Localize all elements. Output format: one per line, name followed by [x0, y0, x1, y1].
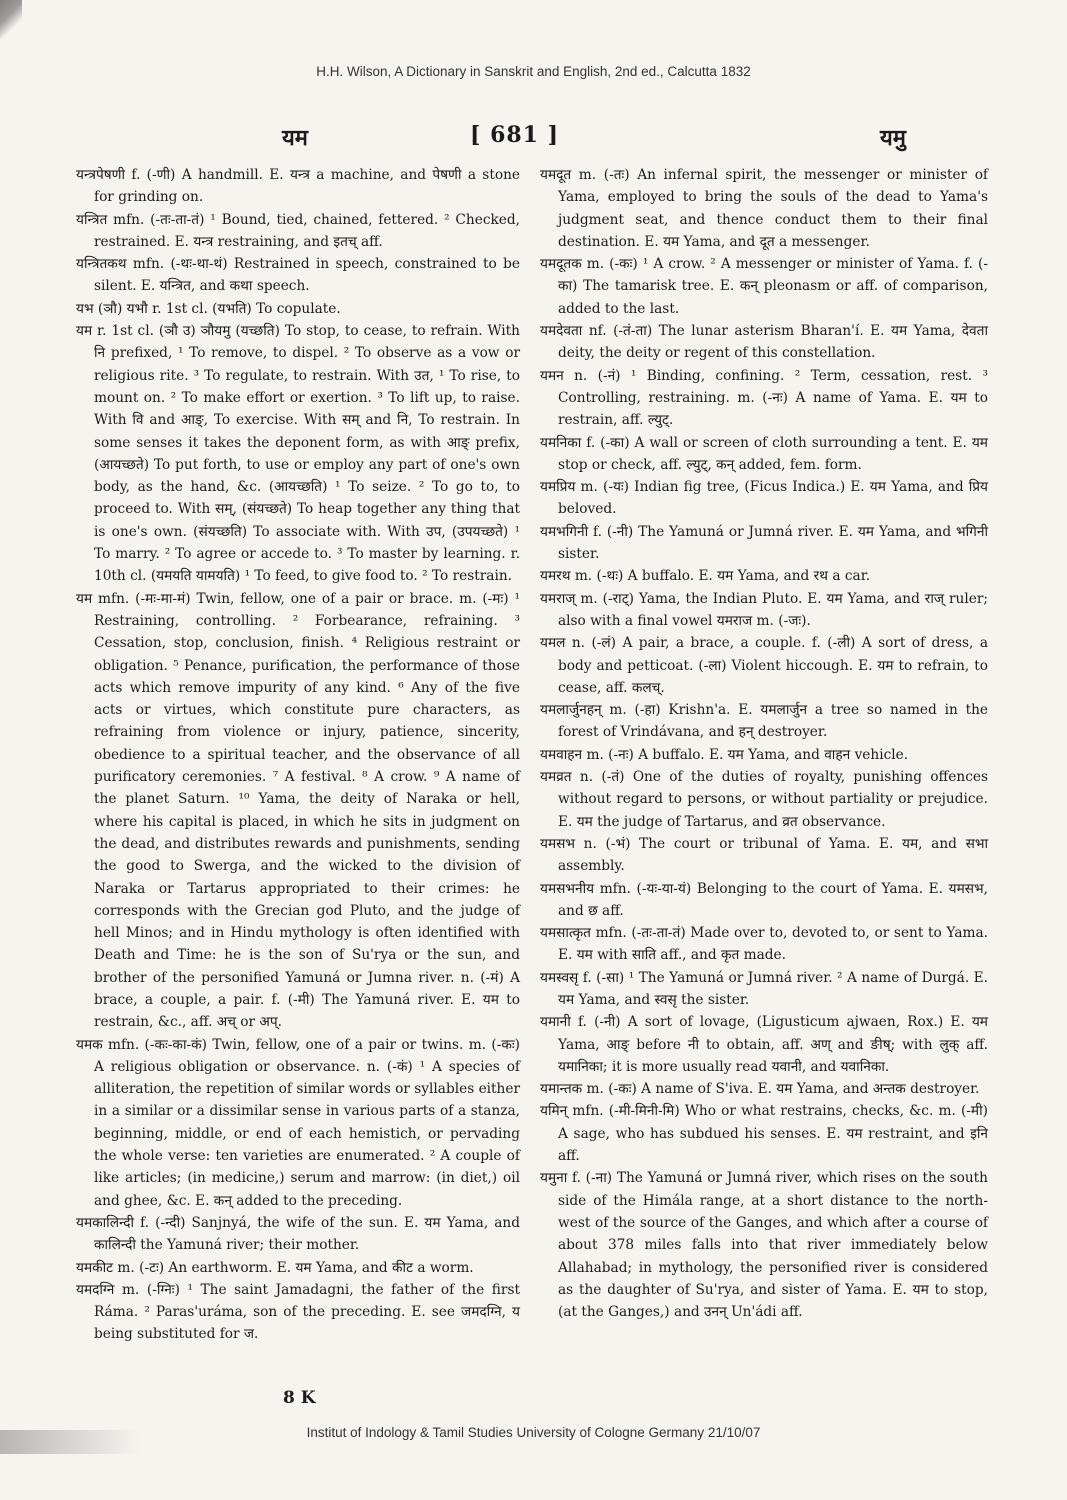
dictionary-entry: यमव्रत n. (-तं) One of the duties of royalty, punishing offences without regard to persons, or without partiality or prejudice. E. यम the judge of Tartarus, and व्रत observance. [540, 769, 988, 830]
dictionary-entry: यमुना f. (-ना) The Yamuná or Jumná river, which rises on the south side of the Himála range, at a short distance to the north-west of the source of the Ganges, and which after a course of about 378 miles falls into that river immediately below Allahabad; in mythology, the personified river is considered as the daughter of Su'rya, and sister of Yama. E. यम to stop, (at the Ganges,) and उनन् Un'ádi aff. [540, 1170, 988, 1321]
dictionary-entry: यमवाहन m. (-नः) A buffalo. E. यम Yama, and वाहन vehicle. [540, 746, 909, 763]
signature-mark: 8 K [283, 1388, 316, 1408]
dictionary-entry: यभ (ञौ) यभौ r. 1st cl. (यभति) To copulate. [76, 300, 341, 317]
dictionary-entry: यमरथ m. (-थः) A buffalo. E. यम Yama, and रथ a car. [540, 568, 871, 585]
dictionary-entry: यमभगिनी f. (-नी) The Yamuná or Jumná river. E. यम Yama, and भगिनी sister. [540, 523, 988, 563]
dictionary-entry: यमसभनीय mfn. (-यः-या-यं) Belonging to the court of Yama. E. यमसभ, and छ aff. [540, 880, 988, 919]
dictionary-entry: यमप्रिय m. (-यः) Indian fig tree, (Ficus Indica.) E. यम Yama, and प्रिय beloved. [540, 479, 988, 518]
dictionary-entry: यमक mfn. (-कः-का-कं) Twin, fellow, one of a pair or twins. m. (-कः) A religious obligation or observance. n. (-कं) ¹ A species of alliteration, the repetition of similar words or syllables either in a similar or a dissimilar sense in various parts of a stanza, beginning, middle, or end of each hemistich, or pervading the whole verse: ten varieties are enumerated. ² A couple of like articles; (in medicine,) serum and marrow: (in diet,) oil and ghee, &c. E. कन् added to the preceding. [76, 1036, 521, 1209]
dictionary-entry: यन्त्रितकथ mfn. (-थः-था-थं) Restrained in speech, constrained to be silent. E. यन्त्रित, and कथा speech. [76, 256, 520, 295]
dictionary-entry: यमकीट m. (-टः) An earthworm. E. यम Yama, and कीट a worm. [76, 1259, 474, 1276]
page-headline [0, 122, 1067, 162]
page-footer: Institut of Indology & Tamil Studies University of Cologne Germany 21/10/07 [306, 1425, 761, 1440]
dictionary-entry: यन्त्रपेषणी f. (-णी) A handmill. E. यन्त्र a machine, and पेषणी a stone for grinding on. [76, 167, 520, 206]
headword-right: यमु [880, 125, 906, 151]
dictionary-entry: यमकालिन्दी f. (-न्दी) Sanjnyá, the wife of the sun. E. यम Yama, and कालिन्दी the Yamuná river; their mother. [76, 1214, 520, 1254]
dictionary-entry: यमलार्जुनहन् m. (-हा) Krishn'a. E. यमलार्जुन a tree so named in the forest of Vrindávana, and हन् destroyer. [540, 702, 988, 741]
dictionary-entry: यमदग्नि m. (-ग्निः) ¹ The saint Jamadagni, the father of the first Ráma. ² Paras'uráma, son of the preceding. E. see जमदग्नि, य being substituted for ज. [76, 1281, 520, 1343]
dictionary-entry: यमल n. (-लं) A pair, a brace, a couple. f. (-ली) A sort of dress, a body and petticoat. (-ला) Violent hiccough. E. यम to refrain, to cease, aff. कलच्. [540, 635, 988, 696]
dictionary-entry: यम mfn. (-मः-मा-मं) Twin, fellow, one of a pair or brace. m. (-मः) ¹ Restraining, controlling. ² Forbearance, refraining. ³ Cessation, stop, conclusion, finish. ⁴ Religious restraint or obligation. ⁵ Penance, purification, the performance of those acts which remove impurity of any kind. ⁶ Any of the five acts or virtues, which constitute pure characters, as refraining from violence or injury, patience, sincerity, obedience to a spiritual teacher, and the observance of all purificatory ceremonies. ⁷ A festival. ⁸ A crow. ⁹ A name of the planet Saturn. ¹⁰ Yama, the deity of Naraka or hell, where his capital is placed, in which he sits in judgment on the dead, and distributes rewards and punishments, sending the good to Swerga, and the wicked to the division of Naraka or Tartarus appropriated to their crimes: he corresponds with the Grecian god Pluto, and the judge of hell Minos; and in Hindu mythology is often identified with Death and Time: he is the son of Su'rya or the sun, and brother of the personified Yamuná or Jumna river. n. (-मं) A brace, a couple, a pair. f. (-मी) The Yamuná river. E. यम to restrain, &c., aff. अच् or अप्. [76, 590, 520, 1031]
page-header: H.H. Wilson, A Dictionary in Sanskrit and English, 2nd ed., Calcutta 1832 [316, 64, 751, 79]
dictionary-entry: यमन n. (-नं) ¹ Binding, confining. ² Term, cessation, rest. ³ Controlling, restraining. m. (-नः) A name of Yama. E. यम to restrain, aff. ल्युट्. [540, 367, 988, 429]
dictionary-entry: यम r. 1st cl. (ञौ उ) ञौयमु (यच्छति) To stop, to cease, to refrain. With नि prefixed, ¹ To remove, to dispel. ² To observe as a vow or religious rite. ³ To regulate, to restrain. With उत, ¹ To rise, to mount on. ² To make effort or exertion. ³ To lift up, to raise. With वि and आङ्, To exercise. With सम् and नि, To restrain. In some senses it takes the deponent form, as with आङ् prefix, (आयच्छते) To put forth, to use or employ any part of one's own body, as the hand, &c. (आयच्छति) ¹ To seize. ² To go to, to proceed to. With सम्, (संयच्छते) To heap together any thing that is one's own. (संयच्छति) To associate with. With उप, (उपयच्छते) ¹ To marry. ² To agree or accede to. ³ To master by learning. r. 10th cl. (यमयति यामयति) ¹ To feed, to give food to. ² To restrain. [76, 323, 520, 585]
dictionary-entry: यमदेवता nf. (-तं-ता) The lunar asterism Bharan'í. E. यम Yama, देवता deity, the deity or regent of this constellation. [540, 323, 988, 362]
scan-edge-shadow [0, 1430, 140, 1454]
dictionary-entry: यमराज् m. (-राट्) Yama, the Indian Pluto. E. यम Yama, and राज् ruler; also with a final vowel यमराज m. (-जः). [540, 590, 988, 629]
dictionary-entry: यमिन् mfn. (-मी-मिनी-मि) Who or what restrains, checks, &c. m. (-मी) A sage, who has subdued his senses. E. यम restraint, and इनि aff. [540, 1103, 988, 1165]
dictionary-entry: यमदूतक m. (-कः) ¹ A crow. ² A messenger or minister of Yama. f. (-का) The tamarisk tree. E. कन् pleonasm or aff. of comparison, added to the last. [540, 256, 988, 317]
page-number: [ 681 ] [470, 122, 560, 148]
dictionary-entry: यमसभ n. (-भं) The court or tribunal of Yama. E. यम, and सभा assembly. [540, 835, 988, 875]
dictionary-entry: यमान्तक m. (-कः) A name of S'iva. E. यम Yama, and अन्तक destroyer. [540, 1081, 980, 1098]
scan-corner-mark [0, 0, 22, 38]
dictionary-entry: यमनिका f. (-का) A wall or screen of cloth surrounding a tent. E. यम stop or check, aff. ल्युट्, कन् added, fem. form. [540, 434, 988, 473]
headword-left: यम [282, 125, 308, 151]
dictionary-entry: यन्त्रित mfn. (-तः-ता-तं) ¹ Bound, tied, chained, fettered. ² Checked, restrained. E. यन्त्र restraining, and इतच् aff. [76, 211, 520, 250]
dictionary-entry: यमानी f. (-नी) A sort of lovage, (Ligusticum ajwaen, Rox.) E. यम Yama, आङ् before नी to obtain, aff. अण् and ङीष्; with लुक् aff. यमानिका; it is more usually read यवानी, and यवानिका. [540, 1014, 988, 1075]
left-column [76, 164, 520, 1346]
dictionary-entry: यमस्वसृ f. (-सा) ¹ The Yamuná or Jumná river. ² A name of Durgá. E. यम Yama, and स्वसृ the sister. [540, 969, 988, 1008]
right-column [540, 164, 988, 1323]
dictionary-entry: यमसात्कृत mfn. (-तः-ता-तं) Made over to, devoted to, or sent to Yama. E. यम with साति aff., and कृत made. [540, 925, 988, 964]
dictionary-entry: यमदूत m. (-तः) An infernal spirit, the messenger or minister of Yama, employed to bring the souls of the dead to Yama's judgment seat, and thence conduct them to their final destination. E. यम Yama, and दूत a messenger. [540, 167, 988, 250]
